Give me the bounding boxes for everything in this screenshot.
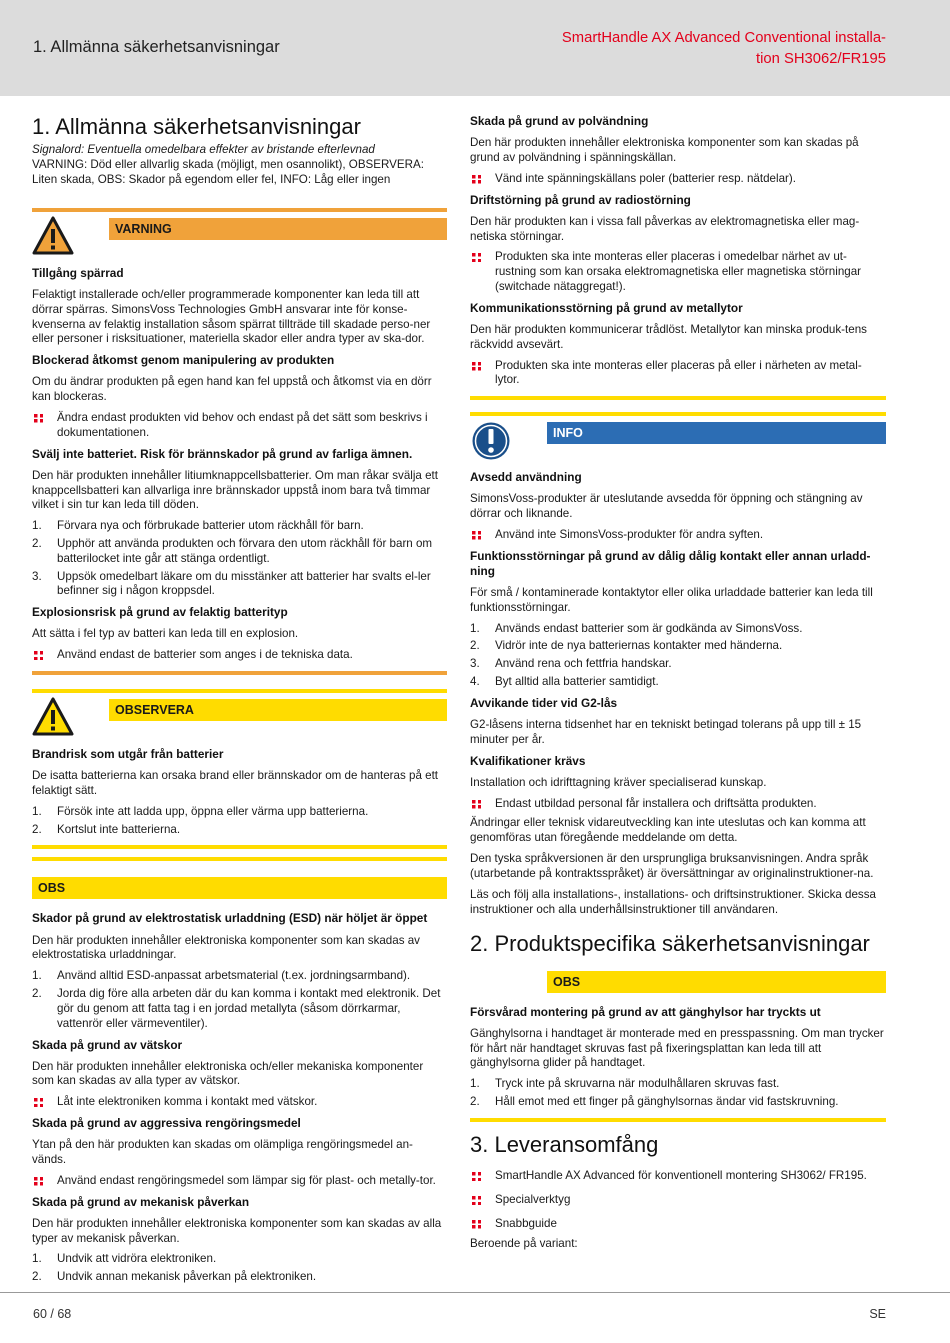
warning-paragraph-manipulation: Om du ändrar produkten på egen hand kan fel uppstå och åtkomst via en dörr kan blockeras.: [32, 375, 432, 404]
warning-paragraph-battery-swallow: Den här produkten innehåller litiumknappcellsbatterier. Om man råkar svälja ett knappcellsbatteri kan allvarliga inre brännskador uppstå inom bara två timmar vilket i sin tur kan leda till döden.: [32, 468, 438, 512]
notice-paragraph-radio: Den här produkten kan i vissa fall påverkas av elektromagnetiska eller mag-netiska störningar.: [470, 214, 860, 243]
warning-heading-access-blocked: Tillgång spärrad: [32, 265, 124, 280]
notice-heading-radio: Driftstörning på grund av radiostörning: [470, 192, 691, 207]
list-item: 2. Undvik annan mekanisk påverkan på elektroniken.: [32, 1270, 317, 1284]
list-item: Vänd inte spänningskällans poler (batterier resp. nätdelar).: [470, 172, 886, 187]
section-2-notice-box: [470, 969, 886, 1122]
list-item: 2. Upphör att använda produkten och förvara den utom räckhåll för barn om batterilocket inte går att stänga ordentligt.: [32, 537, 433, 565]
section-3-title: 3. Leveransomfång: [470, 1131, 659, 1157]
caution-paragraph-fire: De isatta batterierna kan orsaka brand eller brännskador om de hanteras på ett felaktigt sätt.: [32, 769, 439, 797]
warning-list-manipulation: [32, 411, 447, 441]
list-item: 1. Tryck inte på skruvarna när modulhållaren skruvas fast.: [470, 1077, 780, 1091]
list-item: Ändra endast produkten vid behov och endast på det sätt som beskrivs i dokumentationen.: [32, 411, 447, 441]
warning-box: [32, 208, 447, 675]
warning-heading-explosion: Explosionsrisk på grund av felaktig batterityp: [32, 605, 288, 620]
warning-box-head: [32, 208, 447, 260]
header-document-title: [526, 28, 886, 69]
info-box-head: [470, 412, 886, 464]
list-item: 1. Används endast batterier som är godkända av SimonsVoss.: [470, 621, 803, 635]
notice-heading-mechanical: Skada på grund av mekanisk påverkan: [32, 1194, 250, 1209]
notice-heading-metal: Kommunikationsstörning på grund av metallytor: [470, 300, 743, 315]
list-item: 1. Använd alltid ESD-anpassat arbetsmaterial (t.ex. jordningsarmband).: [32, 969, 411, 983]
language-code: SE: [869, 1307, 886, 1321]
section-2-notice-label: OBS: [547, 971, 886, 993]
section-2-paragraph-threaded-sleeves: Gänghylsorna i handtaget är monterade med en presspassning. Om man trycker för hårt när handtaget skruvas fast på fixeringsplattan kan leda till att gänghylsorna glider på handtaget.: [470, 1026, 884, 1070]
notice-bottom-rule: [470, 396, 886, 400]
caution-list-fire: [32, 805, 447, 838]
caution-heading-fire: Brandrisk som utgår från batterier: [32, 747, 224, 762]
info-heading-qualifications: Kvalifikationer krävs: [470, 753, 586, 768]
section-1-title: 1. Allmänna säkerhetsanvisningar: [32, 114, 361, 139]
warning-bottom-rule: [32, 671, 447, 675]
list-item: 2. Håll emot med ett finger på gänghylsornas ändar vid fastskruvning.: [470, 1095, 839, 1109]
list-item: 1. Försök inte att ladda upp, öppna eller värma upp batterierna.: [32, 804, 369, 818]
signal-words-paragraph: [32, 143, 447, 187]
caution-box-head: [32, 689, 447, 741]
list-item: 1. Undvik att vidröra elektroniken.: [32, 1252, 217, 1266]
signal-words-italic: Signalord: Eventuella omedelbara effekter av bristande efterlevnad: [32, 143, 375, 157]
info-heading-contact: Funktionsstörningar på grund av dålig dålig kontakt eller annan urladd-ning: [470, 548, 871, 578]
list-item: 1. Förvara nya och förbrukade batterier utom räckhåll för barn.: [32, 519, 364, 533]
list-item: Låt inte elektroniken komma i kontakt med vätskor.: [32, 1095, 447, 1110]
notice-paragraph-cleaning: Ytan på den här produkten kan skadas om olämpliga rengöringsmedel an-vänds.: [32, 1138, 413, 1167]
info-label: INFO: [547, 422, 886, 444]
info-paragraph-g2-time: G2-låsens interna tidsenhet har en tekniskt betingad tolerans på upp till ± 15 minuter per år.: [470, 718, 862, 746]
list-item: Använd endast rengöringsmedel som lämpar sig för plast- och metally-tor.: [32, 1174, 447, 1189]
list-item: 4. Byt alltid alla batterier samtidigt.: [470, 675, 659, 689]
warning-paragraph-explosion: Att sätta i fel typ av batteri kan leda till en explosion.: [32, 627, 299, 641]
left-column: [32, 114, 447, 1293]
notice-heading-polarity: Skada på grund av polvändning: [470, 114, 649, 128]
warning-heading-battery-swallow: Svälj inte batteriet. Risk för brännskador på grund av farliga ämnen.: [32, 446, 413, 461]
notice-list-metal: [470, 359, 886, 389]
warning-list-battery-swallow: [32, 519, 447, 599]
notice-list-esd: [32, 969, 447, 1031]
notice-list-mechanical: [32, 1252, 447, 1285]
list-item: Använd inte SimonsVoss-produkter för andra syften.: [470, 528, 886, 543]
info-paragraph-instructions: Läs och följ alla installations-, installations- och driftsinstruktioner. Skicka dessa instruktioner och alla underhållsinstruktioner till användaren.: [470, 887, 876, 916]
info-heading-g2-time: Avvikande tider vid G2-lås: [470, 695, 618, 710]
info-paragraph-contact: För små / kontaminerade kontaktytor eller olika urladdade batterier kan leda till funktionsstörningar.: [470, 585, 873, 614]
warning-top-rule: [32, 208, 447, 212]
warning-paragraph-access-blocked: Felaktigt installerade och/eller programmerade komponenter kan leda till att dörrar spärras. SimonsVoss Technologies GmbH ansvarar inte för konse-kvenserna av felaktig installation såsom spärrat tillträde till skadade perso-ner eller personer i risksituationer, materiella skador eller andra typer av ska-dor.: [32, 287, 431, 346]
list-item: 2. Kortslut inte batterierna.: [32, 822, 181, 836]
section-2-heading-threaded-sleeves: Försvårad montering på grund av att gänghylsor har tryckts ut: [470, 1004, 821, 1019]
header-chapter-title: 1. Allmänna säkerhetsanvisningar: [33, 38, 280, 56]
notice-heading-esd: Skador på grund av elektrostatisk urladdning (ESD) när höljet är öppet: [32, 911, 428, 926]
notice-paragraph-esd: Den här produkten innehåller elektroniska komponenter som kan skadas av elektrostatiska urladdningar.: [32, 933, 420, 962]
notice-paragraph-liquids: Den här produkten innehåller elektroniska och/eller mekaniska komponenter som kan skadas av alla typer av vätskor.: [32, 1059, 424, 1088]
section-2-list-threaded-sleeves: [470, 1077, 886, 1110]
warning-list-explosion: [32, 648, 447, 663]
info-paragraph-language: Den tyska språkversionen är den ursprungliga bruksanvisningen. Andra språk (utarbetande på kontraktsspråket) är översättningar av originalinstruktioner-na.: [470, 852, 874, 880]
scope-of-delivery-list: [470, 1169, 886, 1231]
list-item: Använd endast de batterier som anges i de tekniska data.: [32, 648, 447, 663]
list-item: 2. Vidrör inte de nya batteriernas kontakter med händerna.: [470, 639, 783, 653]
info-top-rule: [470, 412, 886, 416]
info-heading-intended-use: Avsedd användning: [470, 470, 582, 485]
notice-heading-liquids: Skada på grund av vätskor: [32, 1037, 183, 1052]
list-item: Produkten ska inte monteras eller placeras i omedelbar närhet av ut-rustning som kan orsaka elektromagnetiska eller magnetiska störningar (switchade nätaggregat!).: [470, 250, 886, 294]
list-item: 2. Jorda dig före alla arbeten där du kan komma i kontakt med elektronik. Det gör du genom att fatta tag i en jordad metallyta (såsom dörrkarmar, vattenrör eller värmeventiler).: [32, 987, 441, 1030]
notice-top-rule: [32, 857, 447, 861]
list-item: Specialverktyg: [470, 1193, 886, 1208]
warning-heading-manipulation: Blockerad åtkomst genom manipulering av produkten: [32, 353, 335, 368]
list-item: SmartHandle AX Advanced för konventionell montering SH3062/ FR195.: [470, 1169, 886, 1184]
notice-list-liquids: [32, 1095, 447, 1110]
notice-paragraph-polarity: Den här produkten innehåller elektroniska komponenter som kan skadas på grund av polvändning i spänningskällan.: [470, 136, 859, 164]
section-2-title: 2. Produktspecifika säkerhetsanvisningar: [470, 931, 870, 957]
info-list-contact: [470, 622, 886, 690]
info-paragraph-changes: Ändringar eller teknisk vidareutveckling kan inte uteslutas och kan komma att genomföras utan föregående meddelande om detta.: [470, 816, 866, 845]
caution-label: OBSERVERA: [109, 699, 447, 721]
list-item: Snabbguide: [470, 1217, 886, 1232]
notice-paragraph-metal: Den här produkten kommunicerar trådlöst. Metallytor kan minska produk-tens räckvidd avsevärt.: [470, 322, 867, 351]
notice-box: [32, 857, 447, 1285]
list-item: Endast utbildad personal får installera och driftsätta produkten.: [470, 797, 886, 812]
notice-list-cleaning: [32, 1174, 447, 1189]
info-paragraph-intended-use: SimonsVoss-produkter är uteslutande avsedda för öppning och stängning av dörrar och liknande.: [470, 492, 863, 521]
notice-paragraph-mechanical: Den här produkten innehåller elektroniska komponenter som kan skadas av alla typer av mekanisk påverkan.: [32, 1216, 442, 1245]
info-paragraph-qualifications: Installation och idrifttagning kräver specialiserad kunskap.: [470, 775, 767, 789]
info-list-qualifications: [470, 797, 886, 812]
caution-bottom-rule: [32, 845, 447, 849]
footer-divider: [0, 1292, 950, 1293]
page-header: [0, 0, 950, 96]
right-column: [470, 114, 886, 1258]
notice-list-radio: [470, 250, 886, 294]
warning-triangle-icon: [32, 216, 74, 256]
notice-heading-cleaning: Skada på grund av aggressiva rengöringsmedel: [32, 1116, 301, 1131]
caution-box: [32, 689, 447, 849]
caution-top-rule: [32, 689, 447, 693]
scope-of-delivery-variant-note: Beroende på variant:: [470, 1236, 578, 1250]
info-list-intended-use: [470, 528, 886, 543]
caution-triangle-icon: [32, 697, 74, 737]
header-document-title-line2: tion SH3062/FR195: [756, 50, 886, 67]
warning-label: VARNING: [109, 218, 447, 240]
notice-list-polarity: [470, 172, 886, 187]
section-2-notice-head: [470, 969, 886, 999]
signal-words-text: VARNING: Död eller allvarlig skada (möjligt, men osannolikt), OBSERVERA: Liten skada, OBS: Skador på egendom eller fel, INFO: Låg eller ingen: [32, 158, 424, 186]
info-box: [470, 412, 886, 917]
list-item: 3. Använd rena och fettfria handskar.: [470, 657, 672, 671]
section-2-bottom-rule: [470, 1118, 886, 1122]
page-number: 60 / 68: [33, 1307, 72, 1321]
notice-box-head: [32, 857, 447, 905]
list-item: 3. Uppsök omedelbart läkare om du misstänker att batterier har svalts el-ler befinner sig i någon kroppsdel.: [32, 569, 431, 598]
info-exclamation-icon: [470, 420, 512, 460]
header-document-title-line1: SmartHandle AX Advanced Conventional installa-: [561, 30, 886, 46]
notice-label: OBS: [32, 877, 447, 899]
list-item: Produkten ska inte monteras eller placeras på eller i närheten av metal-lytor.: [470, 359, 886, 389]
